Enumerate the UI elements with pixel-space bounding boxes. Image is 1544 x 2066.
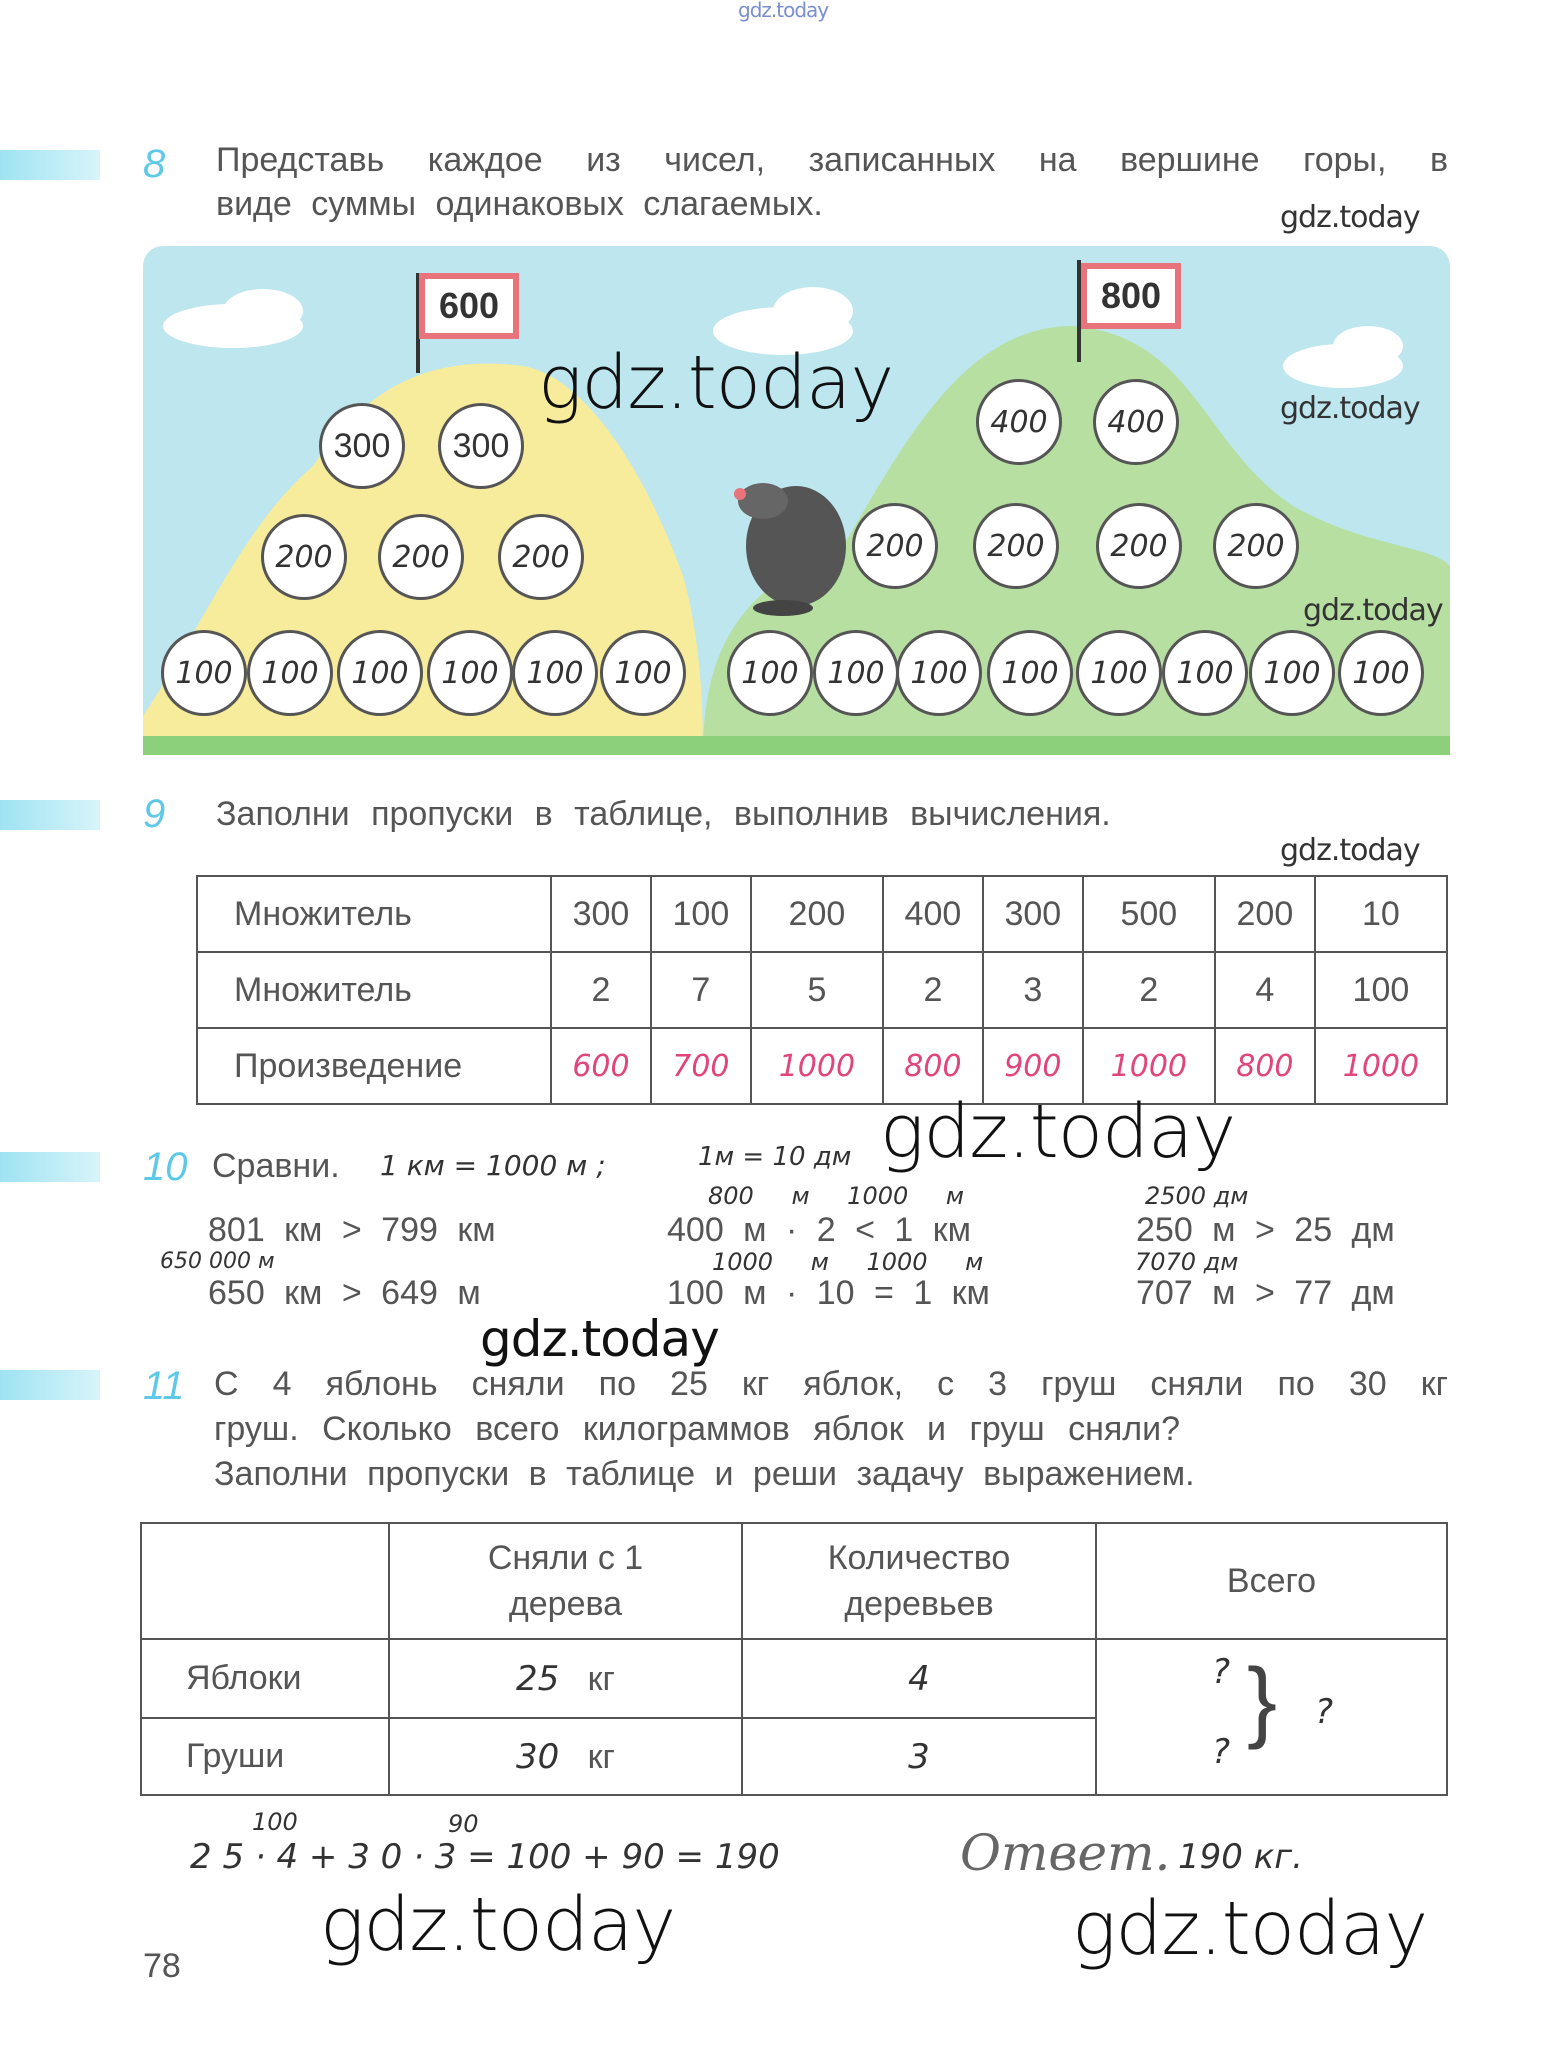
unit: кг	[587, 1737, 615, 1776]
per-tree-value: 30	[516, 1736, 560, 1777]
comparison: 707 м > 77 дм	[1136, 1274, 1395, 1312]
number-circle: 100	[337, 630, 423, 716]
handwritten-note: 7070 дм	[1135, 1248, 1239, 1276]
total-cell	[1096, 1639, 1447, 1795]
handwritten-note: 2500 дм	[1145, 1182, 1249, 1210]
number-circle: 100	[1162, 630, 1248, 716]
factor-cell: 2	[551, 952, 651, 1028]
row-label: Множитель	[197, 876, 551, 952]
total-pears: ?	[1212, 1732, 1231, 1772]
exercise-text: С 4 яблонь сняли по 25 кг яблок, с 3 груш сняли по 30 кг	[214, 1365, 1448, 1403]
solution-expression: 2 5 · 4 + 3 0 · 3 = 100 + 90 = 190	[190, 1837, 780, 1877]
number-circle: 100	[896, 630, 982, 716]
comparison: 400 м · 2 < 1 км	[667, 1211, 972, 1249]
factor-cell: 400	[883, 876, 983, 952]
comparison: 100 м · 10 = 1 км	[667, 1274, 990, 1312]
header-trees: Количество деревьев	[742, 1523, 1096, 1639]
exercise-number: 10	[143, 1145, 188, 1189]
number-circle: 200	[498, 514, 584, 600]
flag-sign-right: 800	[1081, 263, 1181, 329]
exercise-number: 8	[143, 142, 166, 186]
factor-cell: 100	[651, 876, 751, 952]
factor-cell: 2	[883, 952, 983, 1028]
unit: кг	[587, 1659, 615, 1698]
product-cell[interactable]: 1000	[1315, 1028, 1447, 1104]
handwritten-note: 1 км = 1000 м ;	[380, 1149, 606, 1182]
factor-cell: 3	[983, 952, 1083, 1028]
number-circle: 400	[976, 379, 1062, 465]
factor-cell: 100	[1315, 952, 1447, 1028]
header-empty	[141, 1523, 389, 1639]
answer-label: Ответ.	[960, 1824, 1171, 1882]
number-circle: 100	[1076, 630, 1162, 716]
watermark: gdz.today	[1072, 1886, 1428, 1972]
harvest-table	[140, 1522, 1448, 1796]
exercise-marker	[0, 1152, 100, 1182]
per-tree-value: 25	[516, 1658, 560, 1699]
header-total: Всего	[1096, 1523, 1447, 1639]
row-label: Произведение	[197, 1028, 551, 1104]
product-cell[interactable]: 900	[983, 1028, 1083, 1104]
page-number: 78	[143, 1947, 181, 1985]
factor-cell: 2	[1083, 952, 1215, 1028]
number-circle: 100	[813, 630, 899, 716]
number-circle: 100	[161, 630, 247, 716]
number-circle: 100	[1338, 630, 1424, 716]
watermark: gdz.today	[1280, 833, 1420, 868]
header-per-tree: Сняли с 1 дерева	[389, 1523, 742, 1639]
number-circle: 100	[1249, 630, 1335, 716]
number-circle: 200	[852, 503, 938, 589]
watermark: gdz.today	[1280, 391, 1420, 426]
total-sum: ?	[1315, 1692, 1334, 1732]
comparison: 801 км > 799 км	[208, 1211, 496, 1249]
per-tree-cell	[389, 1718, 742, 1795]
factor-cell: 200	[1215, 876, 1315, 952]
comparison: 250 м > 25 дм	[1136, 1211, 1395, 1249]
row-label: Множитель	[197, 952, 551, 1028]
factor-cell: 500	[1083, 876, 1215, 952]
number-circle: 100	[247, 630, 333, 716]
product-cell[interactable]: 600	[551, 1028, 651, 1104]
comparison: 650 км > 649 м	[208, 1274, 481, 1312]
number-circle: 100	[987, 630, 1073, 716]
handwritten-note: 800 м 1000 м	[708, 1182, 964, 1210]
exercise-title: Сравни.	[212, 1147, 340, 1185]
exercise-number: 11	[143, 1364, 185, 1408]
trees-value: 4	[742, 1639, 1096, 1718]
number-circle: 100	[727, 630, 813, 716]
exercise-text: Заполни пропуски в таблице и реши задачу выражением.	[214, 1455, 1195, 1493]
answer-value: 190 кг.	[1178, 1837, 1303, 1877]
watermark: gdz.today	[1303, 593, 1443, 628]
exercise-text: Представь каждое из чисел, записанных на вершине горы, в	[216, 141, 1448, 179]
exercise-marker	[0, 150, 100, 180]
exercise-marker	[0, 1370, 100, 1400]
factor-cell: 10	[1315, 876, 1447, 952]
product-cell[interactable]: 1000	[1083, 1028, 1215, 1104]
exercise-text: груш. Сколько всего килограммов яблок и груш сняли?	[214, 1410, 1181, 1448]
multiplication-table	[196, 875, 1448, 1105]
exercise-marker	[0, 800, 100, 830]
brace-icon: }	[1247, 1651, 1278, 1751]
factor-cell: 300	[551, 876, 651, 952]
number-circle: 200	[1096, 503, 1182, 589]
factor-cell: 4	[1215, 952, 1315, 1028]
factor-cell: 200	[751, 876, 883, 952]
exercise-number: 9	[143, 792, 166, 836]
watermark: gdz.today	[1280, 200, 1420, 235]
factor-cell: 300	[983, 876, 1083, 952]
mountains-illustration	[143, 246, 1450, 755]
watermark: gdz.today	[480, 1310, 719, 1368]
number-circle: 200	[378, 514, 464, 600]
number-circle: 200	[1213, 503, 1299, 589]
number-circle: 400	[1093, 379, 1179, 465]
trees-value: 3	[742, 1718, 1096, 1795]
factor-cell: 7	[651, 952, 751, 1028]
row-label: Яблоки	[141, 1639, 389, 1718]
number-circle: 200	[973, 503, 1059, 589]
row-label: Груши	[141, 1718, 389, 1795]
watermark: gdz.today	[538, 340, 894, 426]
watermark-top: gdz.today	[738, 0, 829, 22]
product-cell[interactable]: 800	[883, 1028, 983, 1104]
product-cell[interactable]: 700	[651, 1028, 751, 1104]
handwritten-note: 100	[252, 1808, 298, 1836]
handwritten-note: 1000 м 1000 м	[712, 1248, 984, 1276]
product-cell[interactable]: 1000	[751, 1028, 883, 1104]
number-circle: 300	[319, 403, 405, 489]
number-circle: 100	[427, 630, 513, 716]
factor-cell: 5	[751, 952, 883, 1028]
number-circle: 200	[261, 514, 347, 600]
exercise-text: Заполни пропуски в таблице, выполнив вычисления.	[216, 795, 1111, 833]
number-circle: 300	[438, 403, 524, 489]
number-circle: 100	[512, 630, 598, 716]
per-tree-cell	[389, 1639, 742, 1718]
total-apples: ?	[1212, 1652, 1231, 1692]
flag-sign-left: 600	[419, 273, 519, 339]
watermark: gdz.today	[880, 1089, 1236, 1175]
handwritten-note: 1м = 10 дм	[698, 1142, 852, 1172]
product-cell[interactable]: 800	[1215, 1028, 1315, 1104]
handwritten-note: 90	[448, 1810, 479, 1838]
exercise-text: виде суммы одинаковых слагаемых.	[216, 185, 823, 223]
handwritten-note: 650 000 м	[160, 1249, 275, 1274]
watermark: gdz.today	[320, 1882, 676, 1968]
number-circle: 100	[600, 630, 686, 716]
